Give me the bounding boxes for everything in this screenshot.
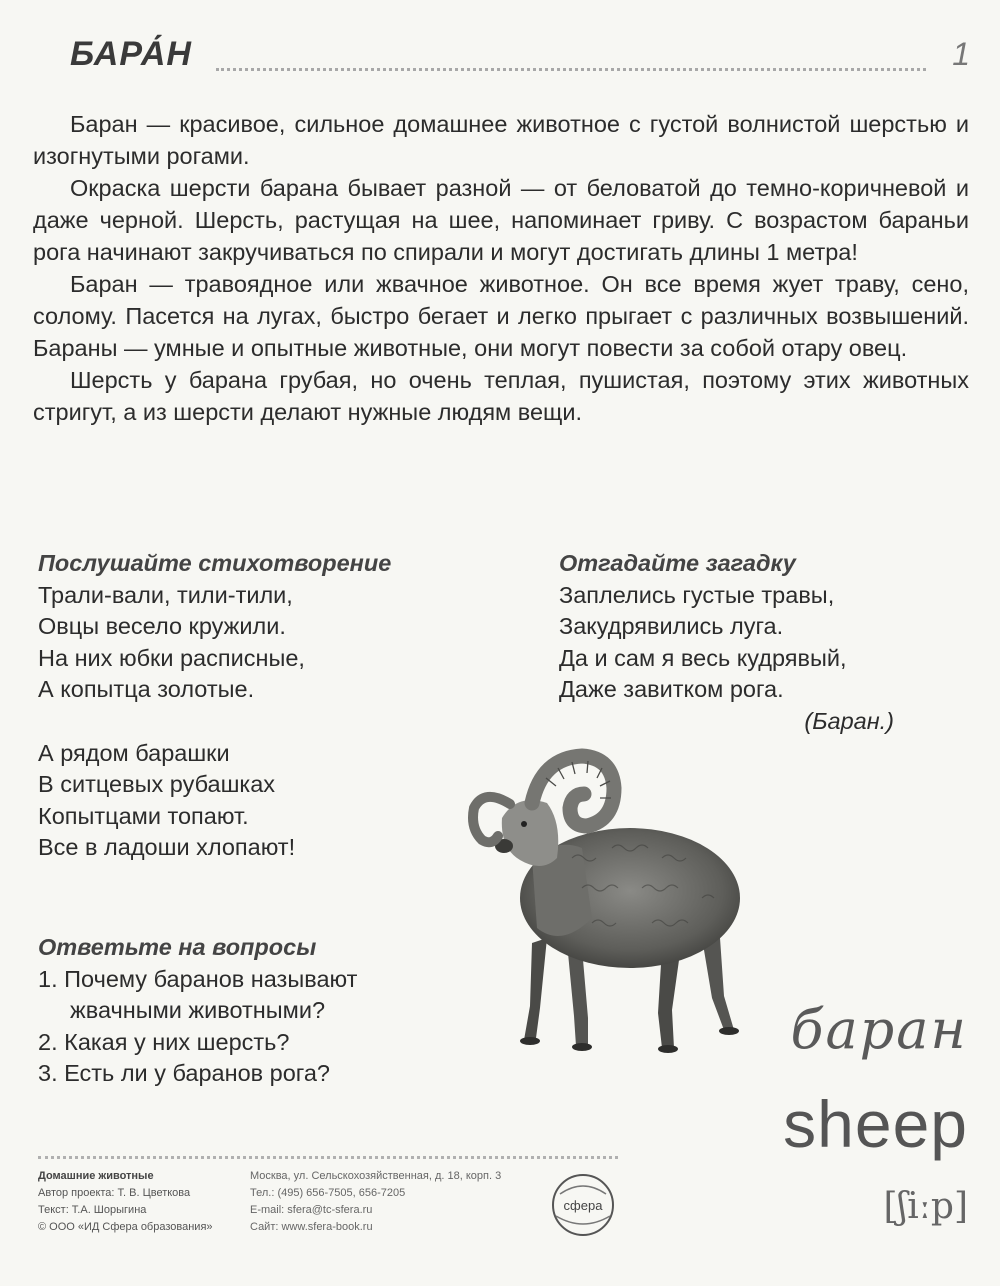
page-title: БАРА́Н [70,35,192,73]
page-number: 1 [952,36,970,72]
intro-paragraph: Баран — красивое, сильное домашнее животное с густой волнистой шерстью и изогнутыми рогами. [33,111,969,169]
poem-line: Все в ладоши хлопают! [38,834,296,860]
stanza-gap [38,706,518,738]
footer-address: Москва, ул. Сельскохозяйственная, д. 18, корп. 3 [250,1170,502,1182]
footer-phone: Тел.: (495) 656-7505, 656-7205 [250,1187,406,1199]
riddle-section [559,548,979,737]
poem-line: Овцы весело кружили. [38,613,286,639]
poem-section [38,548,518,864]
poem-heading: Послушайте стихотворение [38,550,392,576]
footer-credits [38,1168,213,1236]
poem-line: На них юбки расписные, [38,644,305,671]
poem-line: А рядом барашки [38,739,230,766]
question-item: 2. Какая у них шерсть? [38,1028,290,1055]
intro-paragraph: Баран — травоядное или жвачное животное. Он все время жует траву, сено, солому. Пасется на лугах, быстро бегает и легко прыгает с различных возвышений. Бараны — умные и опытные животные, они могут повести за собой отару овец. [33,271,969,361]
riddle-line: Заплелись густые травы, [559,581,835,608]
footer-dotted-divider [38,1156,618,1159]
riddle-answer: (Баран.) [804,707,894,734]
riddle-line: Даже завитком рога. [559,676,784,702]
sfera-logo-icon [550,1172,616,1238]
question-item-continuation: жвачными животными? [70,997,326,1023]
riddle-line: Закудрявились луга. [559,613,784,639]
intro-paragraph: Окраска шерсти барана бывает разной — от беловатой до темно-коричневой и даже черной. Шерсть, растущая на шее, напоминает гриву. С возрастом бараньи рога начинают закручиваться по спирали и могут достигать длины 1 метра! [33,175,969,265]
ram-illustration [462,748,752,1068]
logo-text: сфера [563,1198,603,1213]
intro-text [33,108,969,428]
questions-heading: Ответьте на вопросы [38,934,317,960]
question-item: 3. Есть ли у баранов рога? [38,1060,330,1086]
questions-section [38,932,458,1090]
riddle-heading: Отгадайте загадку [559,550,796,576]
footer-author: Автор проекта: Т. В. Цветкова [38,1187,191,1199]
poem-line: Копытцами топают. [38,802,249,829]
word-transcription: [ʃiːp] [883,1186,968,1227]
title-dotted-leader [216,68,926,71]
footer-series: Домашние животные [38,1170,154,1182]
footer-copyright: © ООО «ИД Сфера образования» [38,1221,213,1233]
poem-line: В ситцевых рубашках [38,771,276,797]
question-item: 1. Почему баранов называют [38,965,358,992]
footer-contacts [250,1168,501,1236]
riddle-line: Да и сам я весь кудрявый, [559,644,847,671]
word-cursive: баран [790,998,968,1061]
word-english: sheep [783,1087,968,1161]
intro-paragraph: Шерсть у барана грубая, но очень теплая, пушистая, поэтому этих животных стригут, а из шерсти делают нужные людям вещи. [33,367,969,425]
footer-site: Сайт: www.sfera-book.ru [250,1221,373,1233]
poem-line: А копытца золотые. [38,676,255,702]
footer-text-author: Текст: Т.А. Шорыгина [38,1204,147,1216]
footer-email: E-mail: sfera@tc-sfera.ru [250,1204,373,1216]
poem-line: Трали-вали, тили-тили, [38,581,293,608]
page-header [70,30,970,80]
